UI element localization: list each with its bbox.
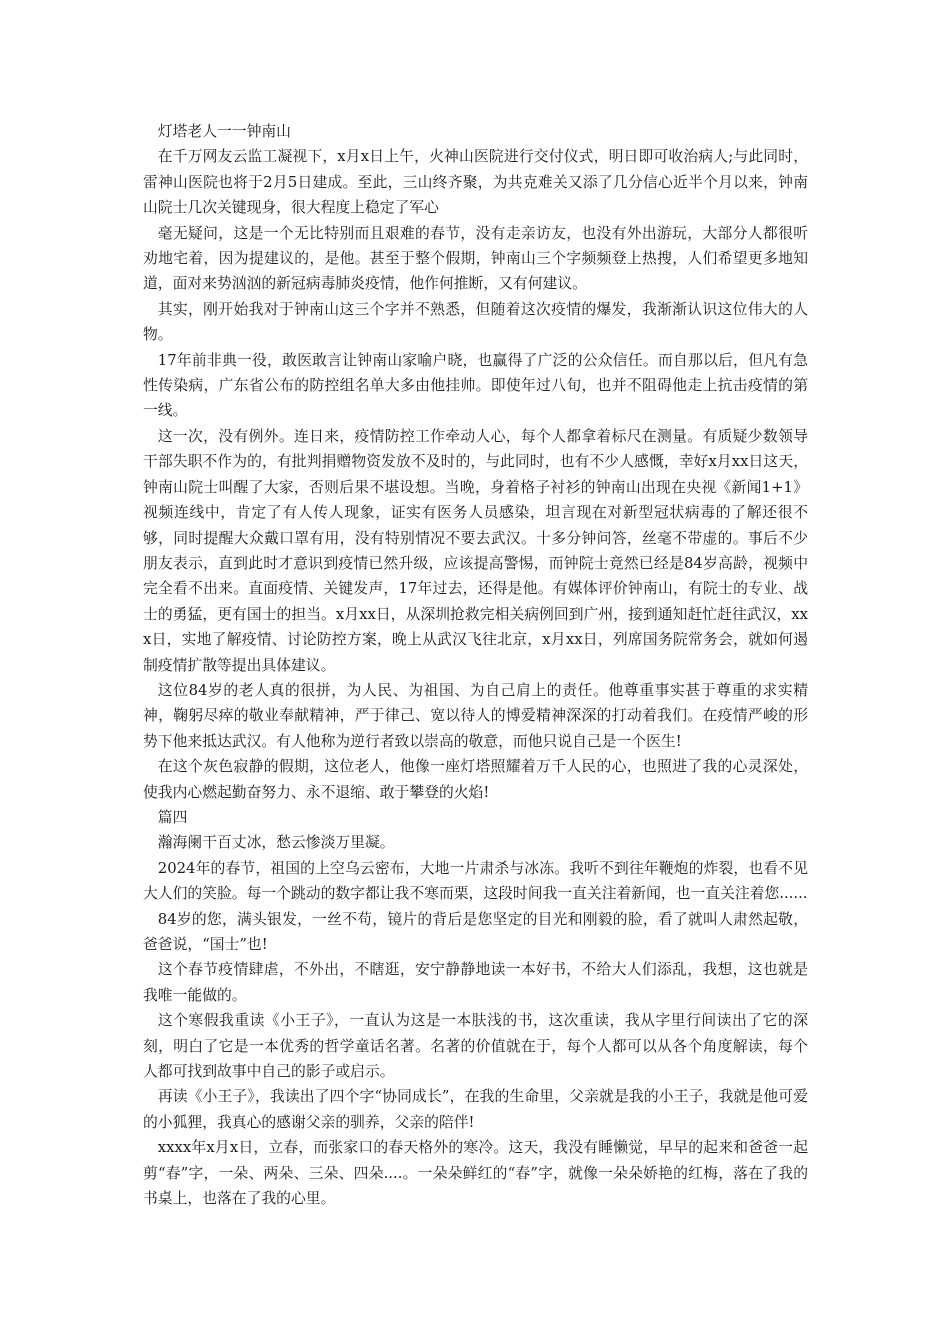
paragraph: 84岁的您，满头银发，一丝不苟，镜片的背后是您坚定的目光和刚毅的脸，看了就叫人肃然起敬，爸爸说，“国士”也! [143, 910, 808, 953]
paragraph: xxxx年x月x日，立春，而张家口的春天格外的寒冷。这天，我没有睡懒觉，早早的起来和爸爸一起剪“春”字，一朵、两朵、三朵、四朵....。一朵朵鲜红的“春”字，就像一朵朵娇艳的红梅，落在了我的书桌上，也落在了我的心里。 [143, 1139, 808, 1208]
paragraph: 瀚海阑干百丈冰，愁云惨淡万里凝。 [157, 834, 395, 852]
section-heading: 篇四 [157, 808, 188, 826]
document-body [143, 119, 808, 1211]
paragraph: 毫无疑问，这是一个无比特别而且艰难的春节，没有走亲访友，也没有外出游玩，大部分人都很听劝地宅着，因为提建议的，是他。甚至于整个假期，钟南山三个字频频登上热搜，人们希望更多地知道，面对来势汹汹的新冠病毒肺炎疫情，他作何推断，又有何建议。 [143, 224, 808, 293]
paragraph: 2024年的春节，祖国的上空乌云密布，大地一片肃杀与冰冻。我听不到往年鞭炮的炸裂，也看不见大人们的笑脸。每一个跳动的数字都让我不寒而栗，这段时间我一直关注着新闻，也一直关注着您...... [143, 859, 808, 903]
paragraph: 这个春节疫情肆虐，不外出，不瞎逛，安宁静静地读一本好书，不给大人们添乱，我想，这也就是我唯一能做的。 [143, 961, 808, 1004]
paragraph: 再读《小王子》，我读出了四个字“协同成长”，在我的生命里，父亲就是我的小王子，我就是他可爱的小狐狸，我真心的感谢父亲的驯养，父亲的陪伴! [143, 1088, 808, 1131]
article-title: 灯塔老人一一钟南山 [157, 123, 291, 140]
paragraph: 在这个灰色寂静的假期，这位老人，他像一座灯塔照耀着万千人民的心，也照进了我的心灵深处，使我内心燃起勤奋努力、永不退缩、敢于攀登的火焰! [143, 758, 808, 801]
paragraph: 17年前非典一役，敢医敢言让钟南山家喻户晓，也赢得了广泛的公众信任。而自那以后，但凡有急性传染病，广东省公布的防控组名单大多由他挂帅。即使年过八旬，也并不阻碍他走上抗击疫情的第一线。 [143, 351, 808, 420]
paragraph: 在千万网友云监工凝视下，x月x日上午，火神山医院进行交付仪式，明日即可收治病人;与此同时，雷神山医院也将于2月5日建成。至此，三山终齐聚，为共克难关又添了几分信心近半个月以来，钟南山院士几次关键现身，很大程度上稳定了军心 [143, 148, 808, 217]
paragraph: 这一次，没有例外。连日来，疫情防控工作牵动人心，每个人都拿着标尺在测量。有质疑少数领导干部失职不作为的，有批判捐赠物资发放不及时的，与此同时，也有不少人感慨，幸好x月xx日这天，钟南山院士叫醒了大家，否则后果不堪设想。当晚，身着格子衬衫的钟南山出现在央视《新闻1+1》视频连线中，肯定了有人传人现象，证实有医务人员感染，坦言现在对新型冠状病毒的了解还很不够，同时提醒大众戴口罩有用，没有特别情况不要去武汉。十多分钟问答，丝毫不带虚的。事后不少朋友表示，直到此时才意识到疫情已然升级，应该提高警惕，而钟院士竟然已经是84岁高龄，视频中完全看不出来。直面疫情、关键发声，17年过去，还得是他。有媒体评价钟南山，有院士的专业、战士的勇猛，更有国士的担当。x月xx日，从深圳抢救完相关病例回到广州，接到通知赶忙赶往武汉，xxx日，实地了解疫情、讨论防控方案，晚上从武汉飞往北京，x月xx日，列席国务院常务会，就如何遏制疫情扩散等提出具体建议。 [143, 427, 808, 674]
paragraph: 这位84岁的老人真的很拼，为人民、为祖国、为自己肩上的责任。他尊重事实甚于尊重的求实精神，鞠躬尽瘁的敬业奉献精神，严于律己、宽以待人的博爱精神深深的打动着我们。在疫情严峻的形势下他来抵达武汉。有人他称为逆行者致以崇高的敬意，而他只说自己是一个医生! [143, 681, 808, 750]
paragraph: 其实，刚开始我对于钟南山这三个字并不熟悉，但随着这次疫情的爆发，我渐渐认识这位伟大的人物。 [143, 300, 808, 344]
paragraph: 这个寒假我重读《小王子》，一直认为这是一本肤浅的书，这次重读，我从字里行间读出了它的深刻，明白了它是一本优秀的哲学童话名著。名著的价值就在于，每个人都可以从各个角度解读，每个人都可找到故事中自己的影子或启示。 [143, 1012, 808, 1081]
